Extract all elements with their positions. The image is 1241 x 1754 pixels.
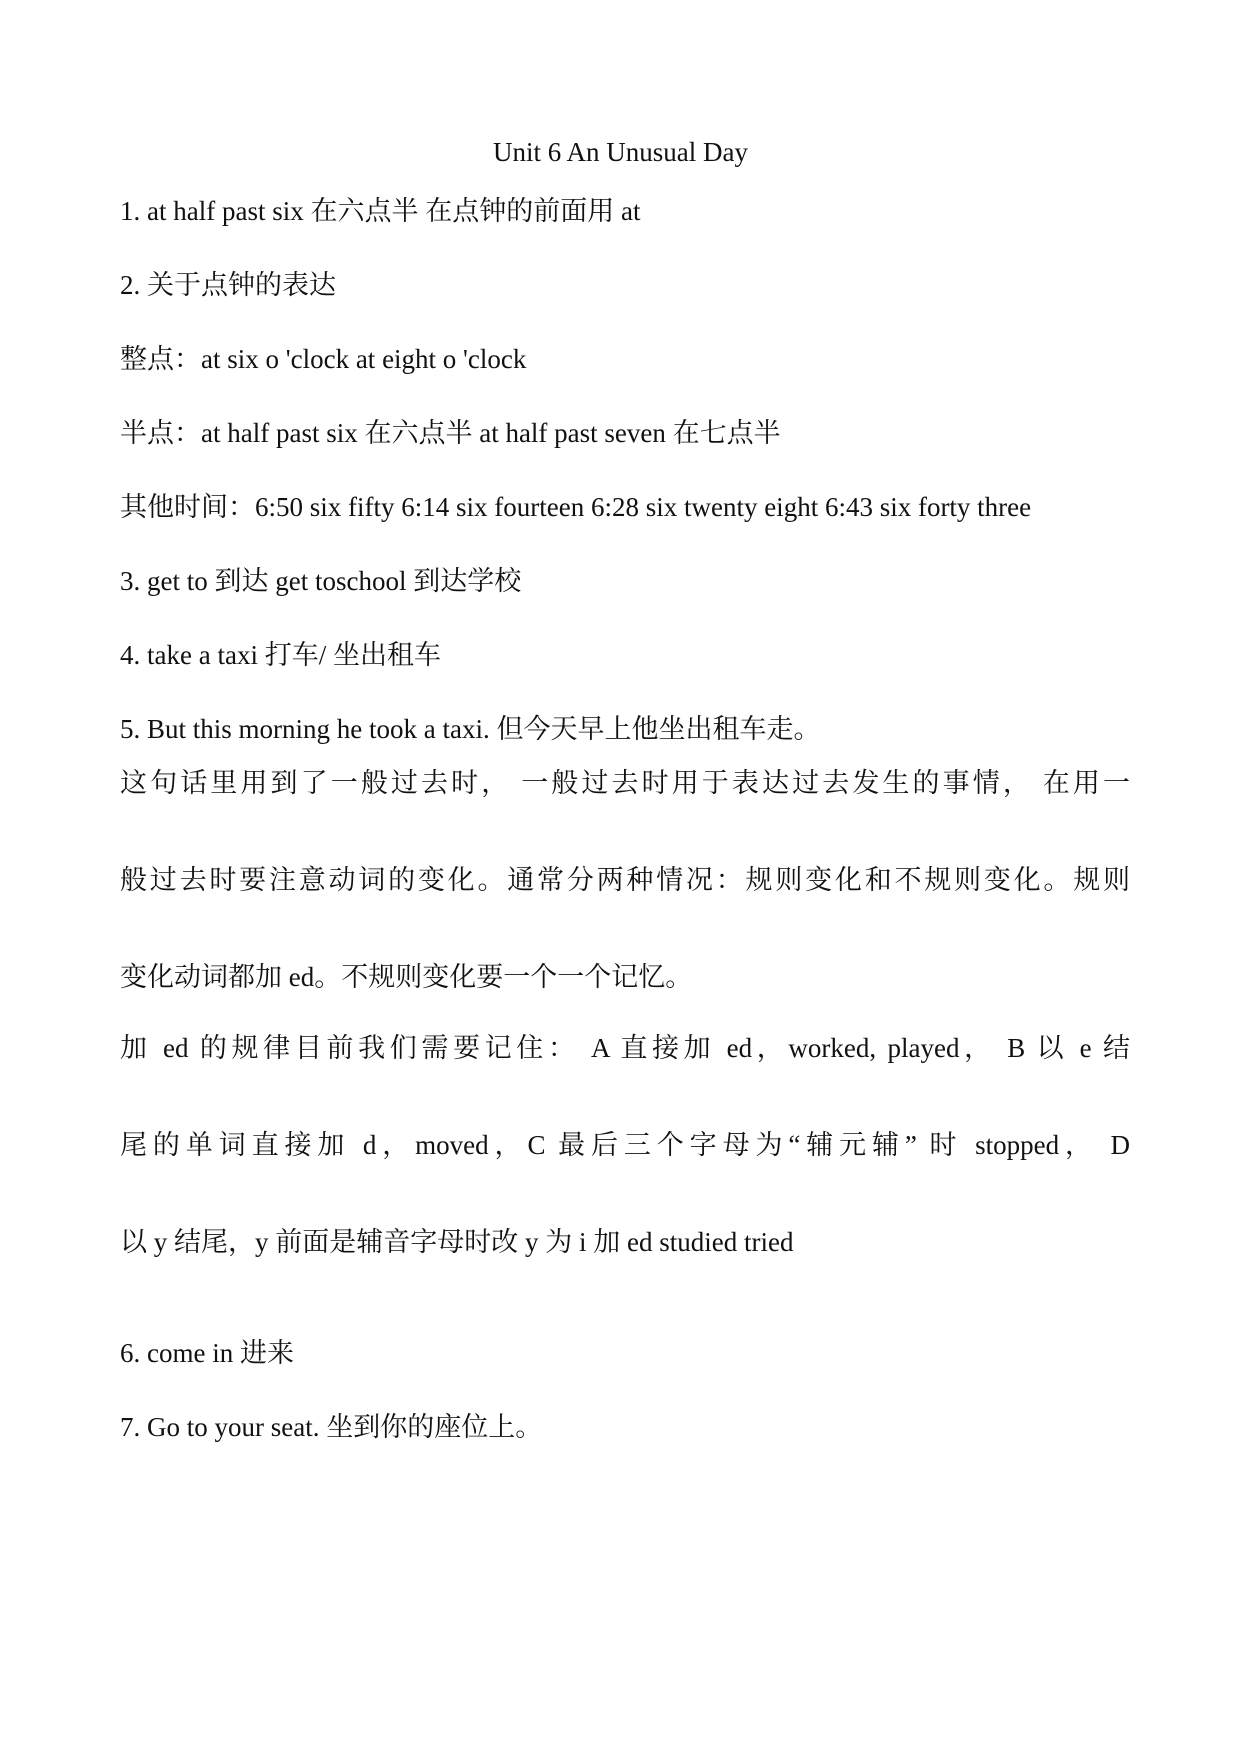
- note-item-1: 1. at half past six 在六点半 在点钟的前面用 at: [120, 196, 641, 226]
- note-whole-hour: 整点：at six o 'clock at eight o 'clock: [120, 344, 527, 374]
- paragraph-line: 般过去时要注意动词的变化。通常分两种情况：规则变化和不规则变化。规则: [120, 865, 1130, 895]
- note-item-3: 3. get to 到达 get toschool 到达学校: [120, 566, 522, 596]
- paragraph-line: 变化动词都加 ed。不规则变化要一个一个记忆。: [120, 962, 693, 992]
- note-item-2: 2. 关于点钟的表达: [120, 270, 336, 300]
- page-title: Unit 6 An Unusual Day: [493, 137, 748, 167]
- ed-rules-paragraph: [120, 1000, 1130, 1291]
- note-other-times: 其他时间：6:50 six fifty 6:14 six fourteen 6:28 six twenty eight 6:43 six forty three: [120, 492, 1032, 522]
- note-half-hour: 半点：at half past six 在六点半 at half past seven 在七点半: [120, 418, 781, 448]
- paragraph-line: 这句话里用到了一般过去时， 一般过去时用于表达过去发生的事情， 在用一: [120, 768, 1130, 798]
- note-item-6: 6. come in 进来: [120, 1338, 294, 1368]
- past-tense-paragraph: [120, 735, 1130, 1026]
- note-item-4: 4. take a taxi 打车/ 坐出租车: [120, 640, 441, 670]
- paragraph-line: 加 ed 的规律目前我们需要记住： A 直接加 ed，worked, played， B 以 e 结: [120, 1033, 1130, 1063]
- note-item-7: 7. Go to your seat. 坐到你的座位上。: [120, 1412, 543, 1442]
- paragraph-line: 以 y 结尾，y 前面是辅音字母时改 y 为 i 加 ed studied tried: [120, 1227, 794, 1257]
- paragraph-line: 尾的单词直接加 d，moved，C 最后三个字母为“辅元辅” 时 stopped， D: [120, 1130, 1130, 1160]
- note-item-5: 5. But this morning he took a taxi. 但今天早上他坐出租车走。: [120, 714, 821, 744]
